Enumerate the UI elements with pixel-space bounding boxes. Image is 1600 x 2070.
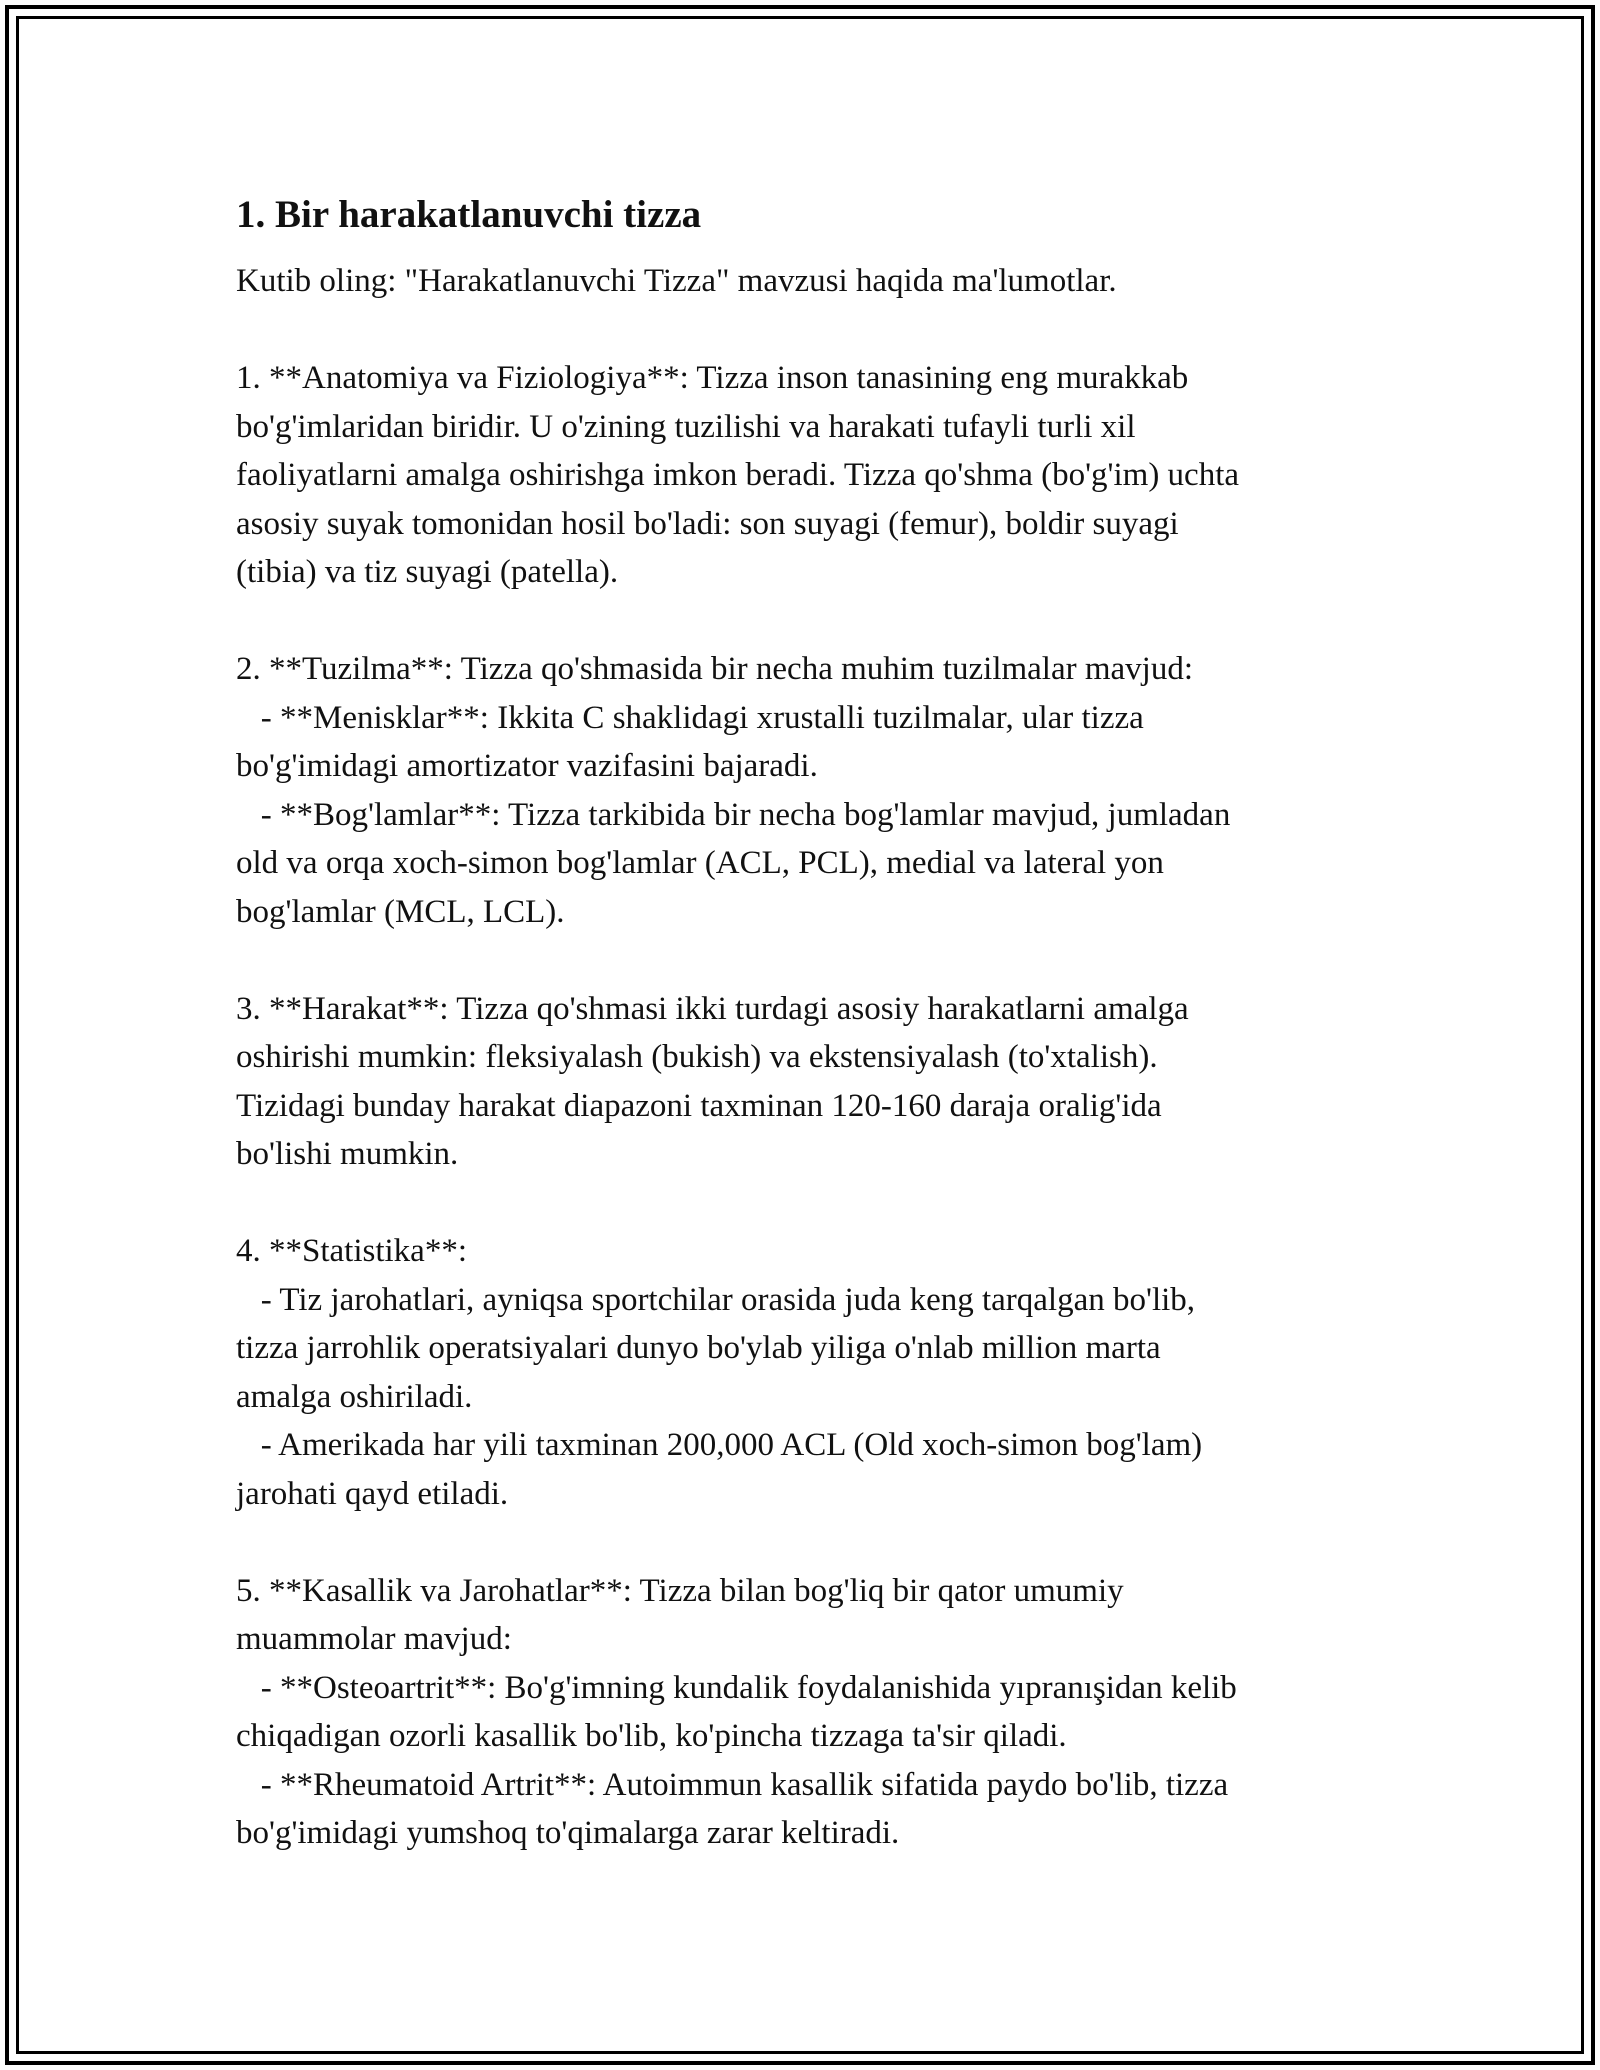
spacer xyxy=(236,1518,1386,1567)
section-movement xyxy=(236,985,1386,1179)
page-title: 1. Bir harakatlanuvchi tizza xyxy=(236,193,702,236)
text-line: - **Bog'lamlar**: Tizza tarkibida bir necha bog'lamlar mavjud, jumladan xyxy=(236,796,1231,833)
spacer xyxy=(236,936,1386,985)
text-line: Tizidagi bunday harakat diapazoni taxminan 120-160 daraja oralig'ida xyxy=(236,1087,1162,1124)
text-line: - **Osteoartrit**: Bo'g'imning kundalik foydalanishida yıpranışidan kelib xyxy=(236,1669,1237,1706)
document-body xyxy=(236,185,1386,1858)
text-line: 4. **Statistika**: xyxy=(236,1233,467,1269)
text-line: 5. **Kasallik va Jarohatlar**: Tizza bilan bog'liq bir qator umumiy xyxy=(236,1572,1124,1609)
text-line: (tibia) va tiz suyagi (patella). xyxy=(236,554,619,590)
text-line: - **Menisklar**: Ikkita C shaklidagi xrustalli tuzilmalar, ular tizza xyxy=(236,699,1144,736)
spacer xyxy=(236,306,1386,355)
spacer xyxy=(236,597,1386,646)
text-line: 1. **Anatomiya va Fiziologiya**: Tizza inson tanasining eng murakkab xyxy=(236,360,1189,396)
text-line: - Tiz jarohatlari, ayniqsa sportchilar orasida juda keng tarqalgan bo'lib, xyxy=(236,1281,1196,1318)
text-line: muammolar mavjud: xyxy=(236,1621,512,1657)
text-line: chiqadigan ozorli kasallik bo'lib, ko'pincha tizzaga ta'sir qiladi. xyxy=(236,1718,1067,1754)
section-anatomy xyxy=(236,354,1386,597)
text-line: bog'lamlar (MCL, LCL). xyxy=(236,893,565,930)
section-diseases xyxy=(236,1567,1386,1858)
text-line: old va orqa xoch-simon bog'lamlar (ACL, PCL), medial va lateral yon xyxy=(236,845,1164,881)
text-line: bo'g'imidagi yumshoq to'qimalarga zarar keltiradi. xyxy=(236,1815,900,1851)
section-statistics xyxy=(236,1227,1386,1518)
text-line: asosiy suyak tomonidan hosil bo'ladi: son suyagi (femur), boldir suyagi xyxy=(236,505,1179,542)
text-line: faoliyatlarni amalga oshirishga imkon beradi. Tizza qo'shma (bo'g'im) uchta xyxy=(236,457,1240,493)
text-line: amalga oshiriladi. xyxy=(236,1378,473,1415)
intro-line: Kutib oling: "Harakatlanuvchi Tizza" mavzusi haqida ma'lumotlar. xyxy=(236,263,1117,299)
text-line: bo'g'imidagi amortizator vazifasini bajaradi. xyxy=(236,748,818,784)
text-line: 2. **Tuzilma**: Tizza qo'shmasida bir necha muhim tuzilmalar mavjud: xyxy=(236,651,1194,687)
text-line: oshirishi mumkin: fleksiyalash (bukish) va ekstensiyalash (to'xtalish). xyxy=(236,1039,1158,1075)
text-line: - Amerikada har yili taxminan 200,000 ACL (Old xoch-simon bog'lam) xyxy=(236,1427,1203,1463)
text-line: 3. **Harakat**: Tizza qo'shmasi ikki turdagi asosiy harakatlarni amalga xyxy=(236,990,1189,1027)
text-line: bo'lishi mumkin. xyxy=(236,1136,459,1172)
text-line: jarohati qayd etiladi. xyxy=(236,1475,509,1512)
text-line: bo'g'imlaridan biridir. U o'zining tuzilishi va harakati tufayli turli xil xyxy=(236,408,1136,445)
spacer xyxy=(236,245,1386,257)
text-line: tizza jarrohlik operatsiyalari dunyo bo'ylab yiliga o'nlab million marta xyxy=(236,1330,1161,1366)
text-line: - **Rheumatoid Artrit**: Autoimmun kasallik sifatida paydo bo'lib, tizza xyxy=(236,1766,1229,1803)
section-structure xyxy=(236,645,1386,936)
spacer xyxy=(236,1179,1386,1228)
